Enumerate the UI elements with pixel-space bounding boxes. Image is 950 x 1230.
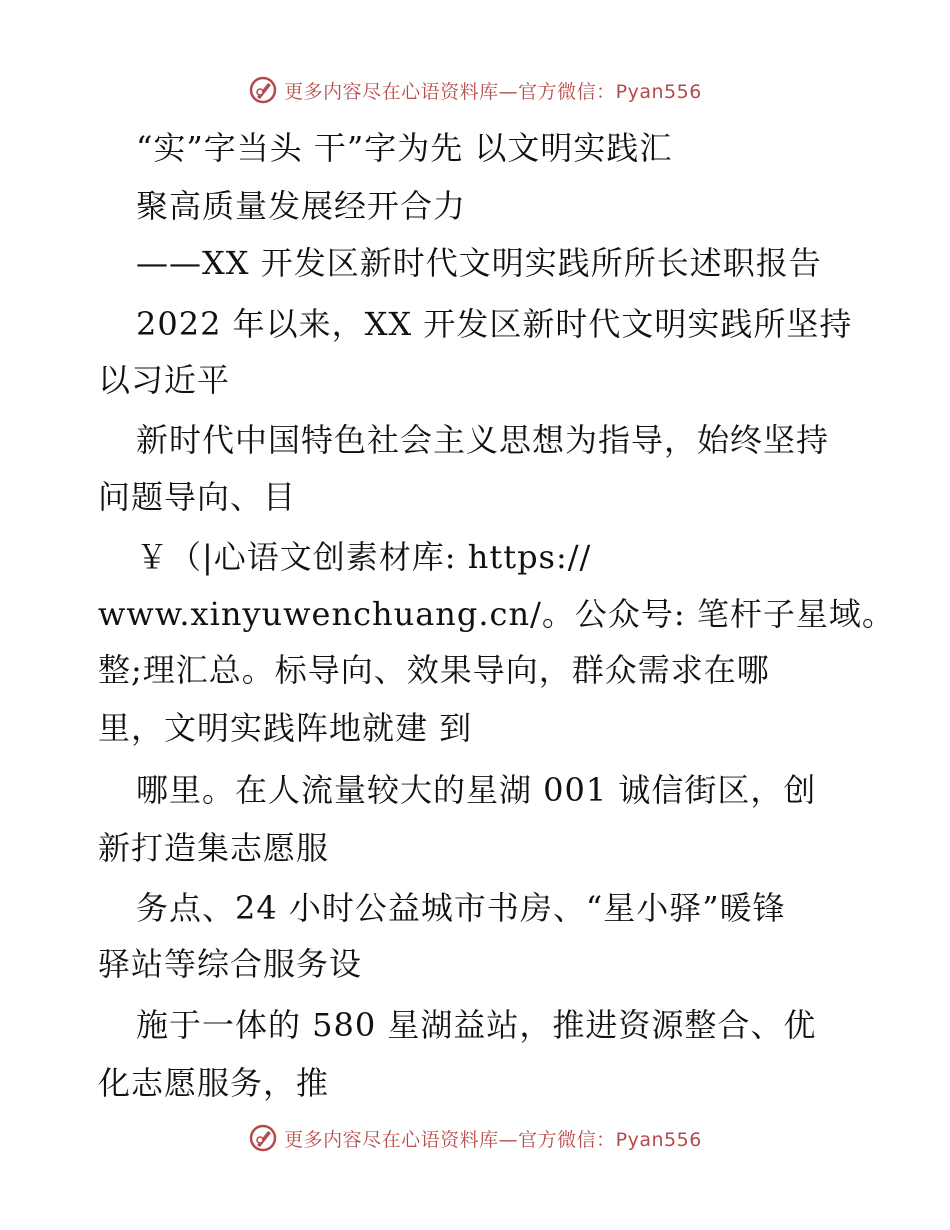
paragraph-line: 化志愿服务，推 — [98, 1064, 330, 1102]
paragraph-line: 新打造集志愿服 — [98, 829, 330, 867]
paragraph-line: 整;理汇总。标导向、效果导向，群众需求在哪 — [98, 651, 770, 689]
paragraph-line: 新时代中国特色社会主义思想为指导，始终坚持 — [136, 421, 830, 459]
paragraph-line: www.xinyuwenchuang.cn/。公众号: 笔杆子星域。 — [98, 595, 895, 633]
title-line-2: 聚高质量发展经开合力 — [136, 187, 467, 225]
paragraph-line: 施于一体的 580 星湖益站，推进资源整合、优 — [136, 1006, 817, 1044]
paragraph-line: 驿站等综合服务设 — [98, 945, 363, 983]
watermark-text: 更多内容尽在心语资料库—官方微信：Pyan556 — [284, 80, 702, 103]
paragraph-line: ￥（|心语文创素材库: https:// — [136, 538, 592, 576]
paragraph-line: 以习近平 — [98, 361, 231, 399]
paragraph-line: 里，文明实践阵地就建 到 — [98, 709, 473, 747]
paragraph-line: 2022 年以来，XX 开发区新时代文明实践所坚持 — [136, 305, 853, 343]
title-line-1: “实”字当头 干”字为先 以文明实践汇 — [136, 129, 673, 167]
paragraph-line: 哪里。在人流量较大的星湖 001 诚信街区，创 — [136, 771, 817, 809]
watermark-text: 更多内容尽在心语资料库—官方微信：Pyan556 — [284, 1128, 702, 1151]
subtitle-line: ——XX 开发区新时代文明实践所所长述职报告 — [136, 244, 822, 282]
paragraph-line: 务点、24 小时公益城市书房、“星小驿”暖锋 — [136, 889, 786, 927]
footer-watermark — [0, 1118, 950, 1158]
pen-circle-logo-icon — [248, 1123, 278, 1153]
paragraph-line: 问题导向、目 — [98, 478, 297, 516]
